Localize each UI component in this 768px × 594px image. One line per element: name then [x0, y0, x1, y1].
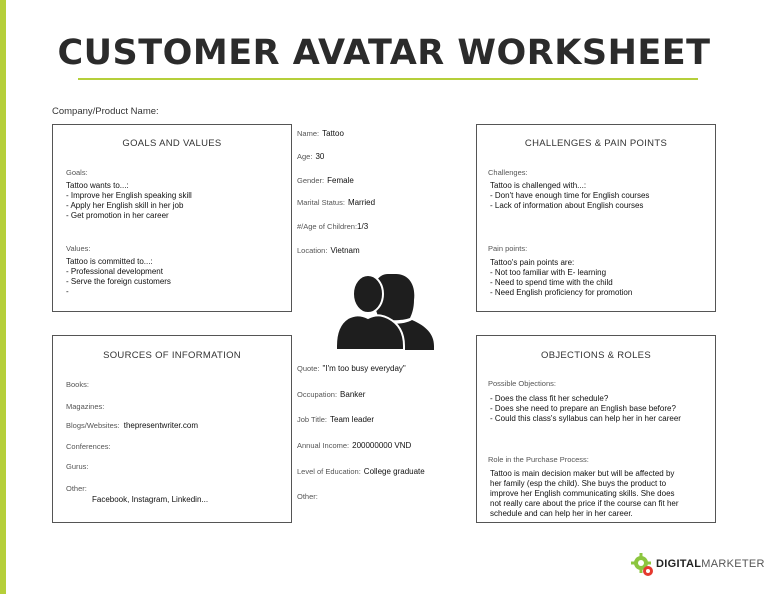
children-field[interactable] [297, 222, 368, 231]
sources-heading: SOURCES OF INFORMATION [103, 350, 241, 361]
occupation-label: Occupation: [297, 390, 338, 399]
education-label: Level of Education: [297, 467, 361, 476]
age-value: 30 [315, 152, 325, 161]
goals-label: Goals: [66, 168, 88, 177]
income-field[interactable] [297, 441, 411, 450]
objection-line: - Does she need to prepare an English base before? [490, 404, 676, 413]
job-title-label: Job Title: [297, 415, 328, 424]
location-value: Vietnam [330, 246, 360, 255]
goals-line: - Get promotion in her career [66, 211, 169, 220]
goals-text[interactable] [66, 181, 192, 221]
challenges-line: - Don't have enough time for English courses [490, 191, 650, 200]
quote-field[interactable] [297, 364, 406, 373]
logo-bold-text: DIGITAL [656, 558, 702, 570]
other-sources-label: Other: [66, 484, 87, 493]
objections-box [476, 335, 716, 523]
name-field[interactable] [297, 129, 344, 138]
location-field[interactable] [297, 246, 360, 255]
goals-line: - Improve her English speaking skill [66, 191, 192, 200]
marital-status-field[interactable] [297, 198, 375, 207]
gender-value: Female [327, 176, 354, 185]
left-accent-bar [0, 0, 6, 594]
pain-line: - Not too familiar with E- learning [490, 268, 607, 277]
digitalmarketer-logo [630, 552, 765, 578]
customer-avatar-icon [334, 268, 438, 350]
role-label: Role in the Purchase Process: [488, 455, 589, 464]
age-label: Age: [297, 152, 313, 161]
pain-line: - Need to spend time with the child [490, 278, 613, 287]
objections-label: Possible Objections: [488, 379, 556, 388]
title-underline [78, 78, 698, 80]
values-text[interactable] [66, 257, 171, 297]
name-label: Name: [297, 129, 320, 138]
occupation-field[interactable] [297, 390, 365, 399]
pain-line: - Need English proficiency for promotion [490, 288, 633, 297]
marital-value: Married [347, 198, 376, 207]
company-product-label: Company/Product Name: [52, 106, 159, 117]
challenges-heading: CHALLENGES & PAIN POINTS [524, 138, 668, 149]
values-line: - [66, 287, 69, 296]
gender-field[interactable] [297, 176, 354, 185]
gear-logo-icon [630, 552, 656, 578]
page-title: CUSTOMER AVATAR WORKSHEET [57, 33, 711, 73]
pain-points-text[interactable] [490, 258, 632, 298]
quote-value: "I'm too busy everyday" [322, 364, 406, 373]
values-line: Tattoo is committed to...: [66, 257, 153, 266]
occupation-value: Banker [340, 390, 366, 399]
marital-label: Marital Status: [297, 198, 345, 207]
role-line: improve her English communicating skills. She does [490, 489, 675, 498]
blogs-label [66, 421, 198, 430]
job-title-value: Team leader [330, 415, 375, 424]
blogs-label-text: Blogs/Websites: [66, 421, 120, 430]
logo-regular-text: MARKETER [701, 558, 765, 570]
income-label: Annual Income: [297, 441, 350, 450]
values-label: Values: [66, 244, 91, 253]
challenges-box [476, 124, 716, 312]
job-title-field[interactable] [297, 415, 374, 424]
conferences-label: Conferences: [66, 442, 111, 451]
pain-points-label: Pain points: [488, 244, 528, 253]
logo-wordmark [656, 558, 765, 570]
values-line: - Professional development [66, 267, 163, 276]
income-value: 200000000 VND [352, 441, 412, 450]
books-label: Books: [66, 380, 89, 389]
age-field[interactable] [297, 152, 324, 161]
goals-values-heading: GOALS AND VALUES [122, 138, 222, 149]
values-line: - Serve the foreign customers [66, 277, 171, 286]
goals-values-box [52, 124, 292, 312]
challenges-text[interactable] [490, 181, 649, 211]
education-value: College graduate [363, 467, 425, 476]
gender-label: Gender: [297, 176, 325, 185]
other-sources-value[interactable]: Facebook, Instagram, Linkedin... [92, 495, 209, 504]
quote-label: Quote: [297, 364, 320, 373]
blogs-value[interactable]: thepresentwriter.com [123, 421, 198, 430]
sources-box [52, 335, 292, 523]
goals-line: Tattoo wants to...: [66, 181, 129, 190]
objection-line: - Could this class's syllabus can help her in her career [490, 414, 681, 423]
role-line: Tattoo is main decision maker but will be affected by [490, 469, 675, 478]
name-value: Tattoo [322, 129, 344, 138]
other-profile-field[interactable] [297, 492, 318, 501]
objections-text[interactable] [490, 394, 681, 424]
magazines-label: Magazines: [66, 402, 105, 411]
objection-line: - Does the class fit her schedule? [490, 394, 609, 403]
challenges-label: Challenges: [488, 168, 528, 177]
gurus-label: Gurus: [66, 462, 89, 471]
children-label: #/Age of Children: [297, 222, 358, 231]
challenges-line: Tattoo is challenged with...: [490, 181, 587, 190]
goals-line: - Apply her English skill in her job [66, 201, 184, 210]
role-line: schedule and can help her in her career. [490, 509, 633, 518]
other-profile-label: Other: [297, 492, 318, 501]
objections-heading: OBJECTIONS & ROLES [541, 350, 651, 361]
education-field[interactable] [297, 467, 425, 476]
role-line: not really care about the price if the course can fit her [490, 499, 679, 508]
children-value: 1/3 [357, 222, 369, 231]
challenges-line: - Lack of information about English courses [490, 201, 644, 210]
location-label: Location: [297, 246, 328, 255]
role-text[interactable] [490, 469, 679, 519]
role-line: her family (esp the child). She buys the product to [490, 479, 667, 488]
pain-line: Tattoo's pain points are: [490, 258, 575, 267]
